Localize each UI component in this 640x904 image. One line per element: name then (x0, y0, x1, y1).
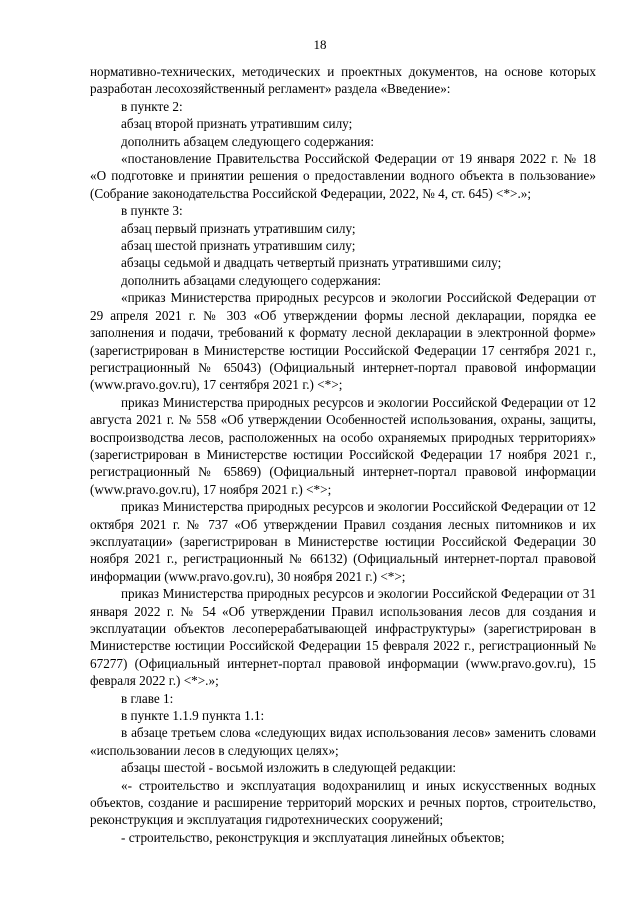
paragraph: абзац первый признать утратившим силу; (121, 220, 356, 236)
paragraph: «- строительство и эксплуатация водохранилищ и иных искусственных водных объектов, создание и расширение территорий морских и речных портов, строительство, реконструкция и эксплуатация гидротехнических сооружений; (90, 777, 596, 828)
paragraph: в пункте 1.1.9 пункта 1.1: (121, 708, 265, 724)
paragraph: нормативно-технических, методических и проектных документов, на основе которых разработан лесохозяйственный регламент» раздела «Введение»: (90, 64, 596, 97)
paragraph: «постановление Правительства Российской Федерации от 19 января 2022 г. № 18 «О подготовке и принятии решения о предоставлении водного объекта в пользование» (Собрание законодательства Российской Федерации, 2022, № 4, ст. 645) <*>.»; (90, 151, 596, 201)
paragraph: - строительство, реконструкция и эксплуатация линейных объектов; (121, 829, 505, 845)
paragraph: «приказ Министерства природных ресурсов и экологии Российской Федерации от 29 апреля 2021 г. № 303 «Об утверждении формы лесной декларации, порядка ее заполнения и подачи, требований к формату лесной декларации в электронной форме» (зарегистрирован в Министерстве юстиции Российской Федерации 17 сентября 2021 г., регистрационный № 65043) (Официальный интернет-портал правовой информации (www.pravo.gov.ru), 17 сентября 2021 г.) <*>; (90, 290, 596, 393)
document-body (90, 63, 596, 846)
paragraph: абзац шестой признать утратившим силу; (121, 238, 356, 254)
paragraph: приказ Министерства природных ресурсов и экологии Российской Федерации от 12 августа 2021 г. № 558 «Об утверждении Особенностей использования, охраны, защиты, воспроизводства лесов, расположенных на особо охраняемых природных территориях» (зарегистрирован в Министерстве юстиции Российской Федерации 17 ноября 2021 г., регистрационный № 65869) (Официальный интернет-портал правовой информации (www.pravo.gov.ru), 17 ноября 2021 г.) <*>; (90, 394, 596, 497)
paragraph: абзац второй признать утратившим силу; (121, 116, 353, 132)
paragraph: в пункте 3: (121, 203, 183, 219)
paragraph: дополнить абзацами следующего содержания: (121, 272, 382, 288)
paragraph: приказ Министерства природных ресурсов и экологии Российской Федерации от 31 января 2022 г. № 54 «Об утверждении Правил использования лесов для создания и эксплуатации объектов лесоперерабатывающей инфраструктуры» (зарегистрирован в Министерстве юстиции Российской Федерации 15 февраля 2022 г., регистрационный № 67277) (Официальный интернет-портал правовой информации (www.pravo.gov.ru), 15 февраля 2022 г.) <*>.»; (90, 586, 596, 689)
paragraph: абзацы шестой - восьмой изложить в следующей редакции: (121, 760, 457, 776)
page-number: 18 (313, 37, 327, 52)
paragraph: абзацы седьмой и двадцать четвертый признать утратившими силу; (121, 255, 502, 271)
paragraph: в пункте 2: (121, 98, 183, 114)
paragraph: приказ Министерства природных ресурсов и экологии Российской Федерации от 12 октября 2021 г. № 737 «Об утверждении Правил создания лесных питомников и их эксплуатации» (зарегистрирован в Министерстве юстиции Российской Федерации 30 ноября 2021 г., регистрационный № 66132) (Официальный интернет-портал правовой информации (www.pravo.gov.ru), 30 ноября 2021 г.) <*>; (90, 499, 596, 584)
paragraph: в абзаце третьем слова «следующих видах использования лесов» заменить словами «использовании лесов в следующих целях»; (90, 725, 596, 758)
paragraph: дополнить абзацем следующего содержания: (121, 133, 375, 149)
paragraph: в главе 1: (121, 690, 174, 706)
